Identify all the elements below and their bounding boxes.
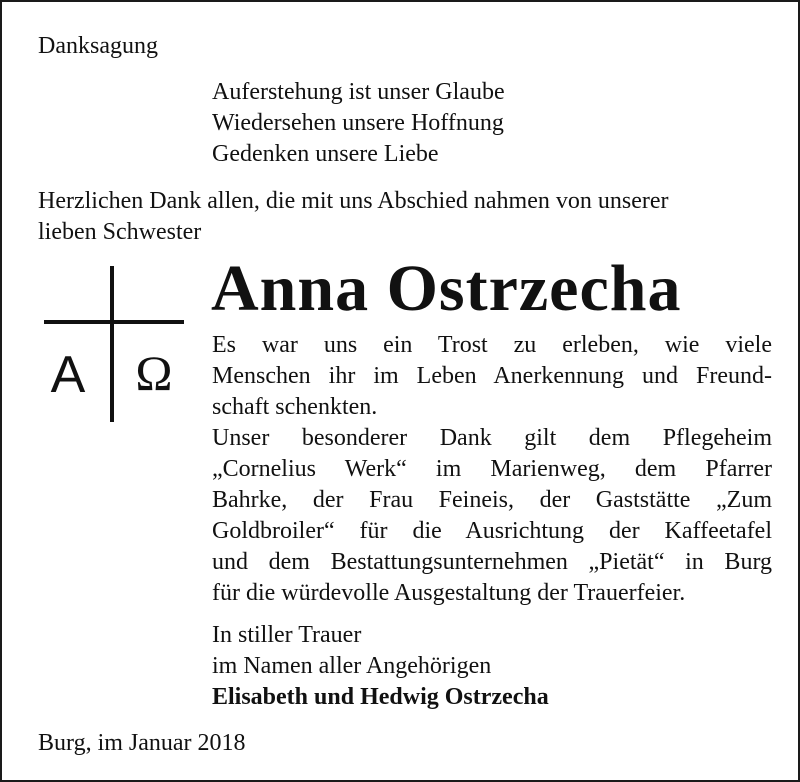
alpha-symbol: A: [50, 346, 86, 404]
notice-body: [4, 4, 796, 778]
paragraph-line: Bahrke, der Frau Feineis, der Gaststätte „Zum: [212, 487, 772, 513]
closing-line: In stiller Trauer: [212, 622, 362, 648]
thanks-intro-line: lieben Schwester: [38, 219, 202, 245]
deceased-name: Anna Ostrzecha: [211, 252, 682, 325]
paragraph-line: Goldbroiler“ für die Ausrichtung der Kaffeetafel: [212, 518, 772, 544]
paragraph-line: „Cornelius Werk“ im Marienweg, dem Pfarrer: [212, 456, 772, 482]
paragraph-line: und dem Bestattungsunternehmen „Pietät“ in Burg: [212, 549, 772, 575]
thanks-intro-line: Herzlichen Dank allen, die mit uns Abschied nahmen von unserer: [38, 188, 669, 214]
paragraph-line: Unser besonderer Dank gilt dem Pflegeheim: [212, 425, 772, 451]
paragraph-line: Es war uns ein Trost zu erleben, wie viele: [212, 332, 772, 358]
paragraph-line: für die würdevolle Ausgestaltung der Trauerfeier.: [212, 580, 686, 606]
paragraph-line: Menschen ihr im Leben Anerkennung und Freund-: [212, 363, 772, 389]
verse-line: Gedenken unsere Liebe: [212, 141, 439, 167]
paragraph-line: schaft schenkten.: [212, 394, 378, 420]
verse-line: Auferstehung ist unser Glaube: [212, 79, 505, 105]
place-date: Burg, im Januar 2018: [38, 730, 246, 756]
signers: Elisabeth und Hedwig Ostrzecha: [212, 684, 549, 710]
verse-line: Wiedersehen unsere Hoffnung: [212, 110, 504, 136]
notice-heading: Danksagung: [38, 33, 158, 59]
cross-alpha-omega-icon: [44, 266, 184, 422]
closing-line: im Namen aller Angehörigen: [212, 653, 492, 679]
omega-symbol: Ω: [135, 345, 173, 401]
